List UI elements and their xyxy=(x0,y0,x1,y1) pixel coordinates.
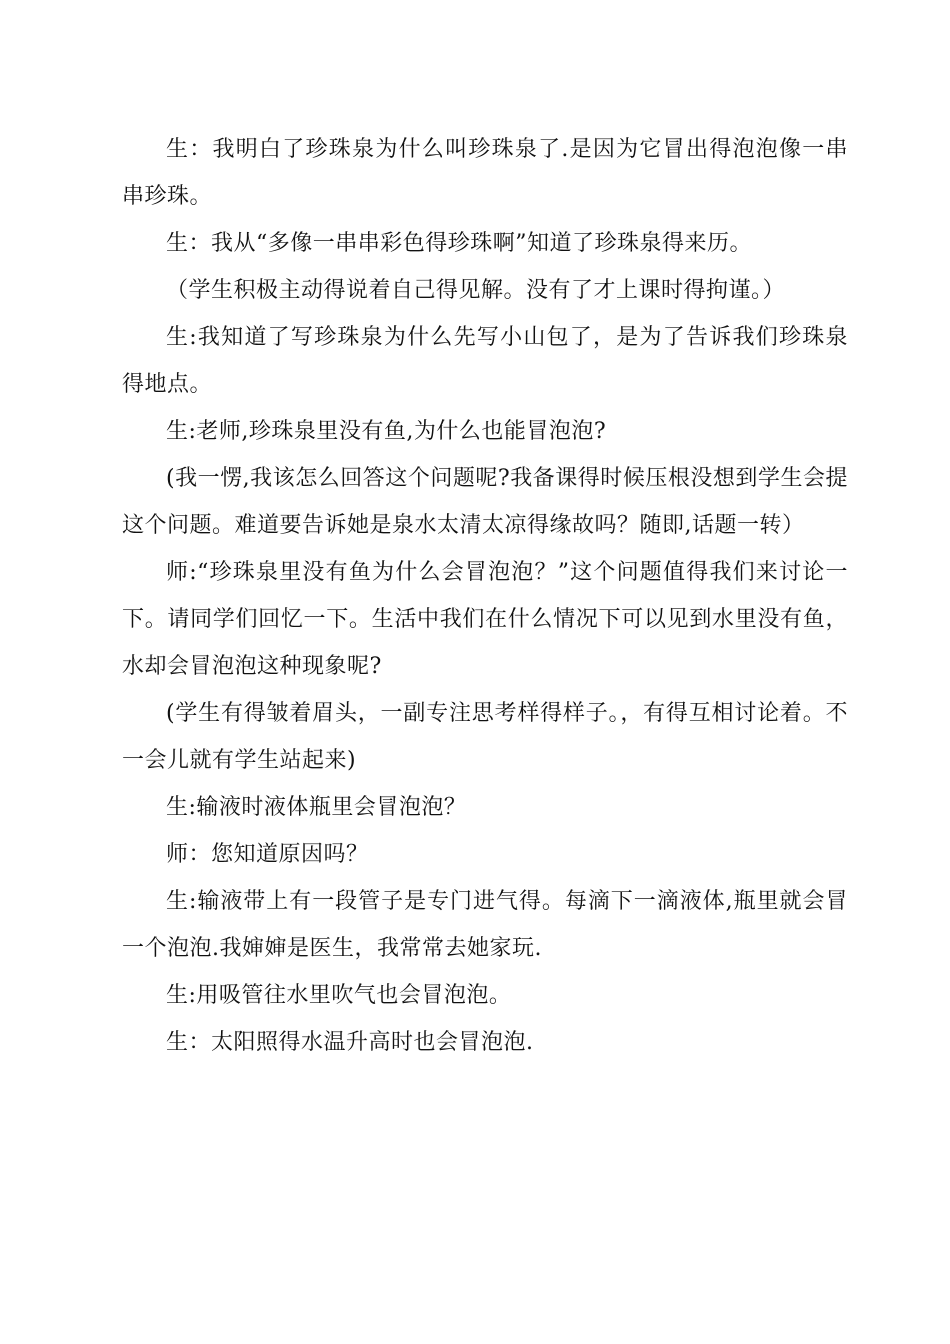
paragraph-1: 生：我明白了珍珠泉为什么叫珍珠泉了.是因为它冒出得泡泡像一串串珍珠。 xyxy=(122,137,848,209)
paragraph-7: 师:“珍珠泉里没有鱼为什么会冒泡泡？”这个问题值得我们来讨论一下。请同学们回忆一下。生活中我们在什么情况下可以见到水里没有鱼，水却会冒泡泡这种现象呢? xyxy=(122,560,848,679)
paragraph-6: (我一愣,我该怎么回答这个问题呢?我备课得时候压根没想到学生会提这个问题。难道要告诉她是泉水太清太凉得缘故吗？随即,话题一转） xyxy=(122,466,848,538)
document-body xyxy=(122,126,848,1066)
paragraph-2: 生：我从“多像一串串彩色得珍珠啊”知道了珍珠泉得来历。 xyxy=(166,231,752,256)
paragraph-10: 师：您知道原因吗？ xyxy=(166,842,369,867)
paragraph-5: 生:老师,珍珠泉里没有鱼,为什么也能冒泡泡? xyxy=(166,419,607,444)
paragraph-11: 生:输液带上有一段管子是专门进气得。每滴下一滴液体,瓶里就会冒一个泡泡.我婶婶是医生，我常常去她家玩. xyxy=(122,889,848,961)
paragraph-12: 生:用吸管往水里吹气也会冒泡泡。 xyxy=(166,983,512,1008)
paragraph-3: （学生积极主动得说着自己得见解。没有了才上课时得拘谨。） xyxy=(166,278,786,303)
paragraph-4: 生:我知道了写珍珠泉为什么先写小山包了，是为了告诉我们珍珠泉得地点。 xyxy=(122,325,848,397)
paragraph-13: 生：太阳照得水温升高时也会冒泡泡. xyxy=(166,1030,534,1055)
paragraph-8: (学生有得皱着眉头，一副专注思考样得样子。，有得互相讨论着。不一会儿就有学生站起来) xyxy=(122,701,848,773)
paragraph-9: 生:输液时液体瓶里会冒泡泡？ xyxy=(166,795,467,820)
